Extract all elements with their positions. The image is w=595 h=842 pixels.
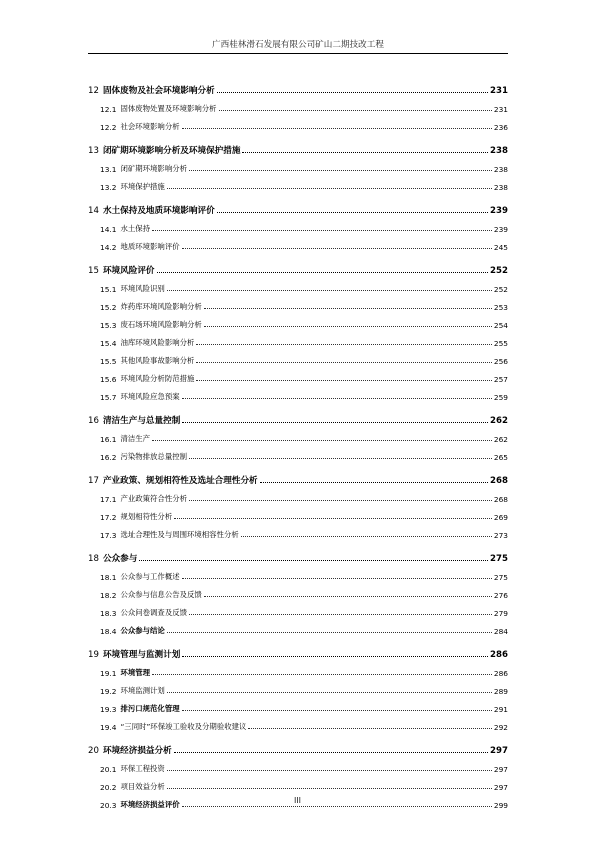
- toc-entry-number: 19.3: [100, 705, 117, 714]
- toc-section-entry[interactable]: [88, 582, 508, 600]
- toc-entry-number: 15.7: [100, 393, 117, 402]
- toc-section-entry[interactable]: [88, 174, 508, 192]
- toc-entry-page: 292: [493, 723, 508, 732]
- dot-leader: [167, 632, 492, 633]
- toc-entry-title: 地质环境影响评价: [120, 242, 180, 251]
- toc-section-entry[interactable]: [88, 366, 508, 384]
- toc-entry-title: 环保工程投资: [120, 764, 165, 773]
- dot-leader: [217, 92, 488, 93]
- dot-leader: [182, 128, 492, 129]
- toc-entry-page: 291: [493, 705, 508, 714]
- toc-entry-page: 245: [493, 243, 508, 252]
- toc-entry-number: 16.2: [100, 453, 117, 462]
- dot-leader: [157, 272, 489, 273]
- toc-chapter-entry[interactable]: [88, 408, 508, 426]
- toc-entry-number: 19: [88, 650, 99, 660]
- toc-entry-number: 20: [88, 746, 99, 756]
- toc-entry-title: 公众问卷调查及反馈: [120, 608, 187, 617]
- toc-entry-page: 268: [490, 476, 508, 486]
- toc-entry-number: 16.1: [100, 435, 117, 444]
- toc-entry-title: 固体废物处置及环境影响分析: [120, 104, 217, 113]
- toc-entry-page: 276: [493, 591, 508, 600]
- toc-entry-title: 规划相符性分析: [120, 512, 173, 521]
- toc-entry-number: 18.1: [100, 573, 117, 582]
- toc-entry-number: 20.2: [100, 783, 117, 792]
- toc-section-entry[interactable]: [88, 114, 508, 132]
- toc-entry-title: 公众参与结论: [120, 626, 165, 635]
- dot-leader: [167, 788, 492, 789]
- toc-chapter-entry[interactable]: [88, 642, 508, 660]
- toc-entry-page: 297: [493, 783, 508, 792]
- toc-section-entry[interactable]: [88, 294, 508, 312]
- running-header: 广西桂林滑石发展有限公司矿山二期技改工程: [212, 40, 384, 50]
- toc-entry-title: 排污口规范化管理: [120, 704, 180, 713]
- toc-entry-title: 环境管理与监测计划: [102, 650, 181, 660]
- toc-entry-number: 15.6: [100, 375, 117, 384]
- toc-section-entry[interactable]: [88, 234, 508, 252]
- dot-leader: [248, 728, 492, 729]
- toc-chapter-entry[interactable]: [88, 198, 508, 216]
- toc-entry-number: 12.1: [100, 105, 117, 114]
- toc-entry-title: 产业政策符合性分析: [120, 494, 187, 503]
- toc-entry-page: 275: [490, 554, 508, 564]
- toc-entry-title: 炸药库环境风险影响分析: [120, 302, 202, 311]
- toc-entry-number: 18.4: [100, 627, 117, 636]
- toc-entry-page: 238: [490, 146, 508, 156]
- toc-section-entry[interactable]: [88, 600, 508, 618]
- toc-entry-number: 13.1: [100, 165, 117, 174]
- toc-entry-title: “三同时”环保竣工验收及分期验收建议: [120, 722, 247, 731]
- toc-section-entry[interactable]: [88, 696, 508, 714]
- toc-entry-page: 239: [490, 206, 508, 216]
- toc-entry-page: 275: [493, 573, 508, 582]
- toc-chapter-entry[interactable]: [88, 138, 508, 156]
- toc-entry-title: 选址合理性及与周围环境相容性分析: [120, 530, 239, 539]
- dot-leader: [219, 110, 492, 111]
- toc-entry-page: 256: [493, 357, 508, 366]
- toc-entry-page: 238: [493, 165, 508, 174]
- toc-entry-number: 13: [88, 146, 99, 156]
- toc-entry-title: 水土保持及地质环境影响评价: [102, 206, 215, 216]
- toc-entry-page: 286: [493, 669, 508, 678]
- toc-section-entry[interactable]: [88, 756, 508, 774]
- dot-leader: [241, 536, 492, 537]
- toc-entry-page: 268: [493, 495, 508, 504]
- toc-chapter-entry[interactable]: [88, 468, 508, 486]
- toc-entry-title: 废石场环境风险影响分析: [120, 320, 202, 329]
- toc-section-entry[interactable]: [88, 660, 508, 678]
- toc-entry-page: 262: [490, 416, 508, 426]
- toc-entry-page: 284: [493, 627, 508, 636]
- toc-entry-number: 15: [88, 266, 99, 276]
- toc-entry-page: 297: [493, 765, 508, 774]
- toc-entry-title: 环境保护措施: [120, 182, 165, 191]
- dot-leader: [242, 152, 488, 153]
- toc-entry-number: 15.4: [100, 339, 117, 348]
- dot-leader: [196, 362, 492, 363]
- toc-entry-number: 18: [88, 554, 99, 564]
- dot-leader: [152, 440, 492, 441]
- toc-entry-number: 15.3: [100, 321, 117, 330]
- dot-leader: [204, 308, 492, 309]
- toc-entry-title: 水土保持: [120, 224, 151, 233]
- dot-leader: [196, 344, 492, 345]
- toc-entry-page: 297: [490, 746, 508, 756]
- dot-leader: [189, 500, 492, 501]
- toc-entry-title: 闭矿期环境影响分析: [120, 164, 187, 173]
- toc-section-entry[interactable]: [88, 96, 508, 114]
- toc-section-entry[interactable]: [88, 486, 508, 504]
- dot-leader: [182, 806, 492, 807]
- toc-entry-number: 14: [88, 206, 99, 216]
- dot-leader: [189, 170, 492, 171]
- dot-leader: [152, 674, 492, 675]
- dot-leader: [204, 326, 492, 327]
- toc-entry-page: 231: [493, 105, 508, 114]
- dot-leader: [174, 752, 488, 753]
- toc-section-entry[interactable]: [88, 522, 508, 540]
- toc-entry-number: 16: [88, 416, 99, 426]
- toc-section-entry[interactable]: [88, 564, 508, 582]
- toc-entry-page: 231: [490, 86, 508, 96]
- toc-entry-page: 238: [493, 183, 508, 192]
- toc-entry-number: 17.1: [100, 495, 117, 504]
- toc-entry-page: 286: [490, 650, 508, 660]
- toc-entry-page: 273: [493, 531, 508, 540]
- toc-chapter-entry[interactable]: [88, 546, 508, 564]
- toc-entry-title: 清洁生产: [120, 434, 151, 443]
- toc-chapter-entry[interactable]: [88, 78, 508, 96]
- toc-entry-title: 油库环境风险影响分析: [120, 338, 195, 347]
- toc-entry-page: 254: [493, 321, 508, 330]
- toc-entry-page: 252: [490, 266, 508, 276]
- toc-entry-title: 固体废物及社会环境影响分析: [102, 86, 215, 96]
- toc-entry-number: 19.2: [100, 687, 117, 696]
- dot-leader: [182, 710, 492, 711]
- toc-chapter-entry[interactable]: [88, 258, 508, 276]
- toc-entry-title: 清洁生产与总量控制: [102, 416, 181, 426]
- toc-entry-title: 环境经济损益分析: [102, 746, 172, 756]
- table-of-contents: [88, 72, 508, 810]
- toc-section-entry[interactable]: [88, 618, 508, 636]
- toc-entry-number: 19.4: [100, 723, 117, 732]
- toc-section-entry[interactable]: [88, 444, 508, 462]
- toc-chapter-entry[interactable]: [88, 738, 508, 756]
- toc-entry-title: 其他风险事故影响分析: [120, 356, 195, 365]
- toc-entry-title: 产业政策、规划相符性及选址合理性分析: [102, 476, 258, 486]
- toc-section-entry[interactable]: [88, 384, 508, 402]
- dot-leader: [167, 290, 492, 291]
- toc-entry-page: 289: [493, 687, 508, 696]
- toc-entry-number: 20.3: [100, 801, 117, 810]
- toc-entry-number: 14.2: [100, 243, 117, 252]
- toc-section-entry[interactable]: [88, 330, 508, 348]
- toc-entry-title: 环境监测计划: [120, 686, 165, 695]
- toc-entry-number: 15.5: [100, 357, 117, 366]
- toc-entry-page: 269: [493, 513, 508, 522]
- dot-leader: [182, 422, 488, 423]
- dot-leader: [182, 578, 492, 579]
- toc-entry-title: 环境风险识别: [120, 284, 165, 293]
- page-number: III: [293, 796, 302, 805]
- toc-entry-number: 18.3: [100, 609, 117, 618]
- toc-entry-title: 项目效益分析: [120, 782, 165, 791]
- toc-entry-title: 社会环境影响分析: [120, 122, 180, 131]
- dot-leader: [167, 692, 492, 693]
- dot-leader: [217, 212, 488, 213]
- toc-entry-page: 279: [493, 609, 508, 618]
- toc-section-entry[interactable]: [88, 216, 508, 234]
- toc-section-entry[interactable]: [88, 312, 508, 330]
- toc-entry-title: 公众参与: [102, 554, 138, 564]
- toc-entry-title: 公众参与工作概述: [120, 572, 180, 581]
- toc-entry-number: 17.2: [100, 513, 117, 522]
- toc-entry-number: 19.1: [100, 669, 117, 678]
- toc-section-entry[interactable]: [88, 678, 508, 696]
- toc-entry-page: 257: [493, 375, 508, 384]
- dot-leader: [174, 518, 492, 519]
- toc-entry-page: 252: [493, 285, 508, 294]
- toc-entry-number: 12: [88, 86, 99, 96]
- toc-entry-page: 255: [493, 339, 508, 348]
- toc-entry-page: 299: [493, 801, 508, 810]
- toc-entry-page: 236: [493, 123, 508, 132]
- toc-entry-title: 环境管理: [120, 668, 151, 677]
- toc-section-entry[interactable]: [88, 774, 508, 792]
- toc-entry-page: 239: [493, 225, 508, 234]
- dot-leader: [167, 188, 492, 189]
- toc-entry-title: 环境风险分析防范措施: [120, 374, 195, 383]
- toc-entry-title: 闭矿期环境影响分析及环境保护措施: [102, 146, 241, 156]
- toc-entry-page: 265: [493, 453, 508, 462]
- toc-entry-number: 13.2: [100, 183, 117, 192]
- dot-leader: [152, 230, 492, 231]
- dot-leader: [260, 482, 488, 483]
- toc-section-entry[interactable]: [88, 276, 508, 294]
- toc-section-entry[interactable]: [88, 426, 508, 444]
- dot-leader: [182, 398, 492, 399]
- toc-entry-page: 262: [493, 435, 508, 444]
- toc-entry-number: 15.2: [100, 303, 117, 312]
- toc-section-entry[interactable]: [88, 714, 508, 732]
- toc-entry-number: 17.3: [100, 531, 117, 540]
- toc-entry-title: 污染物排放总量控制: [120, 452, 187, 461]
- dot-leader: [204, 596, 492, 597]
- toc-entry-number: 17: [88, 476, 99, 486]
- dot-leader: [182, 656, 488, 657]
- toc-entry-number: 12.2: [100, 123, 117, 132]
- dot-leader: [182, 248, 492, 249]
- dot-leader: [167, 770, 492, 771]
- toc-entry-number: 20.1: [100, 765, 117, 774]
- dot-leader: [189, 458, 492, 459]
- toc-entry-number: 18.2: [100, 591, 117, 600]
- toc-entry-page: 253: [493, 303, 508, 312]
- toc-entry-number: 14.1: [100, 225, 117, 234]
- dot-leader: [196, 380, 492, 381]
- toc-entry-title: 环境经济损益评价: [120, 800, 180, 809]
- dot-leader: [139, 560, 488, 561]
- header-rule: [88, 53, 508, 54]
- dot-leader: [189, 614, 492, 615]
- toc-entry-title: 环境风险评价: [102, 266, 155, 276]
- toc-entry-title: 环境风险应急预案: [120, 392, 180, 401]
- toc-section-entry[interactable]: [88, 504, 508, 522]
- toc-entry-title: 公众参与信息公告及反馈: [120, 590, 202, 599]
- toc-entry-number: 15.1: [100, 285, 117, 294]
- toc-section-entry[interactable]: [88, 156, 508, 174]
- toc-entry-page: 259: [493, 393, 508, 402]
- toc-section-entry[interactable]: [88, 348, 508, 366]
